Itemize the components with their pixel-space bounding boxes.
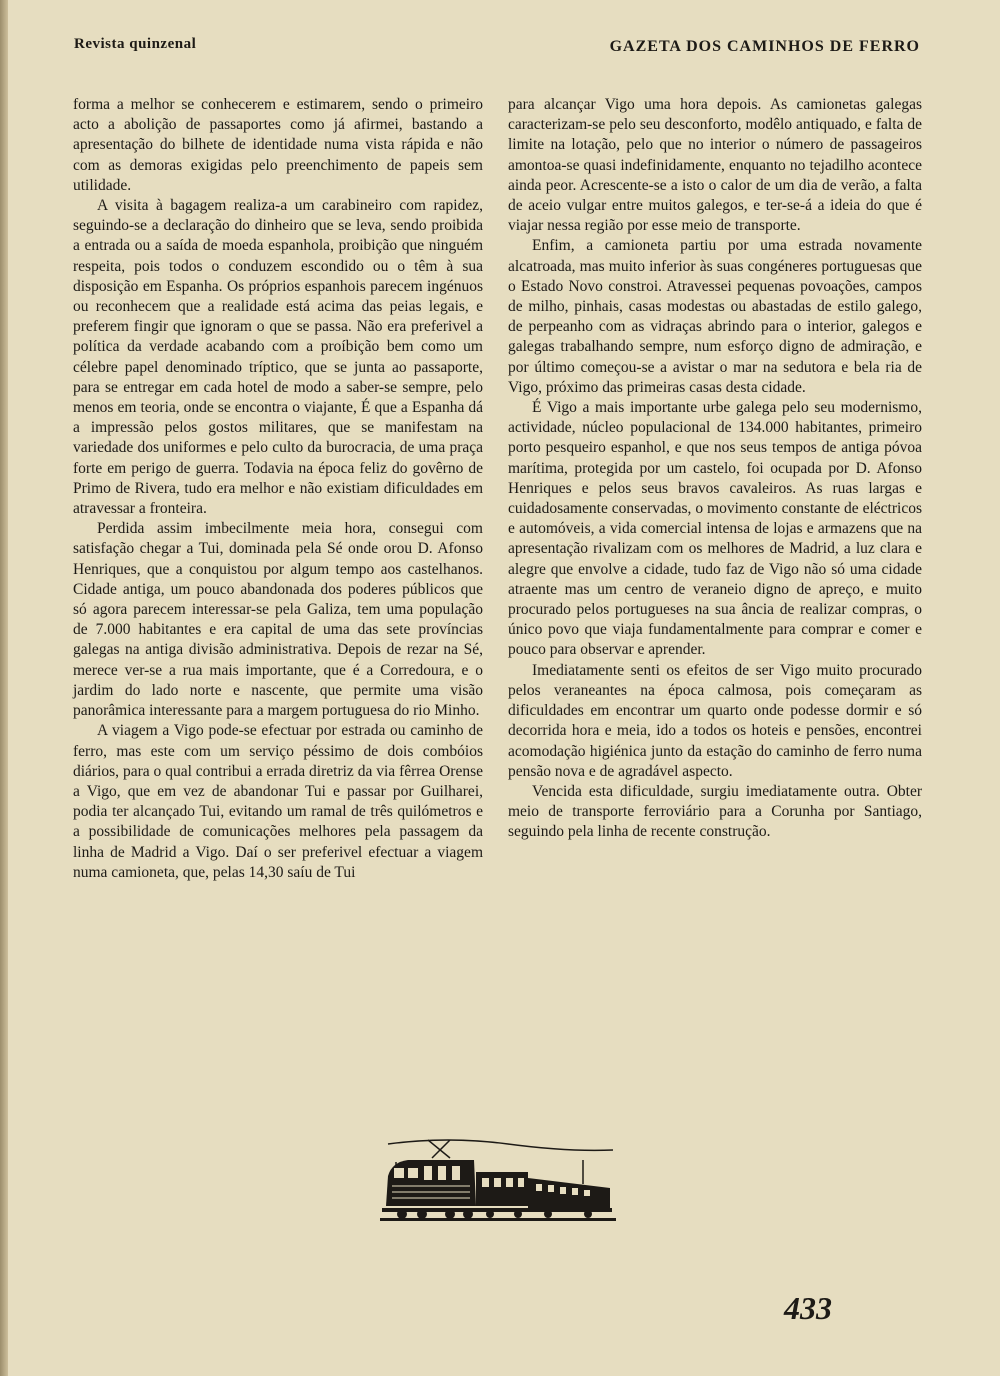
paragraph: A viagem a Vigo pode-se efectuar por estrada ou caminho de ferro, mas este com um serviço péssimo de dois combóios diários, para o qual contribui a errada diretriz da via fêrrea Orense a Vigo, que em vez de abandonar Tui e passar por Guilharei, podia ter alcançado Tui, evitando um ramal de três quilómetros e a possibilidade de comunicações melhores pela passagem da linha de Madrid a Vigo. Daí o ser preferivel efectuar a viagem numa camioneta, que, pelas 14,30 saíu de Tui	[73, 722, 483, 881]
page-edge	[0, 0, 8, 1376]
paragraph: para alcançar Vigo uma hora depois. As camionetas galegas caracterizam-se pelo seu desconforto, modêlo antiquado, e falta de limite na lotação, pelo que no interior o número de passageiros amontoa-se quasi indefinidamente, enquanto no tejadilho acontece ainda peor. Acrescente-se a isto o calor de um dia de verão, a falta de aceio vulgar entre muitos galegos, e ter-se-á a ideia do que é viajar nessa região por esse meio de transporte.	[508, 96, 922, 235]
running-head-left: Revista quinzenal	[74, 36, 197, 52]
paragraph: Perdida assim imbecilmente meia hora, consegui com satisfação chegar a Tui, dominada pela Sé onde orou D. Afonso Henriques, que a conquistou por algum tempo aos castelhanos. Cidade antiga, um pouco abandonada dos poderes públicos que só agora parecem interessar-se pela Galiza, tem uma população de 7.000 habitantes e era capital de uma das sete províncias galegas na antiga divisão administrativa. Depois de rezar na Sé, merece ver-se a rua mais importante, que é a Corredoura, e o jardim do lado norte e nascente, que permite uma visão panorâmica interessante para a margem portuguesa do rio Minho.	[73, 520, 483, 720]
page-number: 433	[784, 1290, 832, 1326]
paragraph: Vencida esta dificuldade, surgiu imediatamente outra. Obter meio de transporte ferroviário para a Corunha por Santiago, seguindo pela linha de recente construção.	[508, 782, 922, 841]
running-head-right: GAZETA DOS CAMINHOS DE FERRO	[609, 38, 920, 55]
paragraph: forma a melhor se conhecerem e estimarem, sendo o primeiro acto a abolição de passaportes como já afirmei, bastando a apresentação do bilhete de identidade numa vista rápida e não com as demoras exigidas pelo preenchimento de papeis sem utilidade.	[73, 96, 483, 194]
electric-train-icon	[378, 1132, 618, 1224]
paragraph: É Vigo a mais importante urbe galega pelo seu modernismo, actividade, núcleo populacional de 134.000 habitantes, primeiro porto pesqueiro espanhol, e que nos seus tempos de antiga póvoa marítima, protegida por um castelo, foi ocupada por D. Afonso Henriques e pelos seus bravos cavaleiros. As ruas largas e cuidadosamente conservadas, o movimento constante de eléctricos e automóveis, a vida comercial intensa de lojas e armazens que na apresentação rivalizam com os melhores de Madrid, a luz clara e alegre que envolve a cidade, tudo faz de Vigo não só uma cidade atraente mas um centro de veraneio digno de apreço, e muito procurado pelos portugueses na sua ância de realizar compras, o único povo que viaja fundamentalmente para comprar e comer e pouco para observar e aprender.	[508, 399, 922, 659]
paragraph: Enfim, a camioneta partiu por uma estrada novamente alcatroada, mas muito inferior às suas congéneres portuguesas que o Estado Novo constroi. Atravessei pequenas povoações, campos de milho, pinhais, casas modestas ou abastadas de estilo galego, de perpeanho com as vidraças abrindo para o interior, galegos e galegas trabalhando sempre, num esforço digno de admiração, e por último começou-se a avistar o mar na sedutora e bela ria de Vigo, próximo das primeiras casas desta cidade.	[508, 237, 922, 396]
right-column	[508, 95, 922, 843]
left-column	[73, 95, 483, 883]
paragraph: A visita à bagagem realiza-a um carabineiro com rapidez, seguindo-se a declaração do dinheiro que se leva, sendo proibida a entrada ou a saída de moeda espanhola, proibição que ninguém respeita, pois todos o conduzem escondido ou o têm à sua disposição em Espanha. Os próprios espanhois parecem ingénuos ou reconhecem que a realidade está acima das peias legais, e preferem fingir que ignoram o que se passa. Não era preferivel a política da verdade acabando com a proíbição bem como um célebre papel denominado tríptico, que se junta ao passaporte, para se entregar em cada hotel de modo a saber-se sempre, pelo menos em teoria, onde se encontra o viajante, É que a Espanha dá a impressão pelos gostos militares, que se manifestam na variedade dos uniformes e pelo culto da burocracia, de uma praça forte em perigo de guerra. Todavia na época feliz do govêrno de Primo de Rivera, tudo era melhor e não existiam dificuldades em atravessar a fronteira.	[73, 197, 483, 518]
paragraph: Imediatamente senti os efeitos de ser Vigo muito procurado pelos veraneantes na época calmosa, pois começaram as dificuldades em encontrar um quarto onde podesse dormir e só decorrida hora e meia, ido a todos os hoteis e pensões, encontrei acomodação higiénica junto da estação do caminho de ferro numa pensão nova e de agradável aspecto.	[508, 661, 922, 780]
